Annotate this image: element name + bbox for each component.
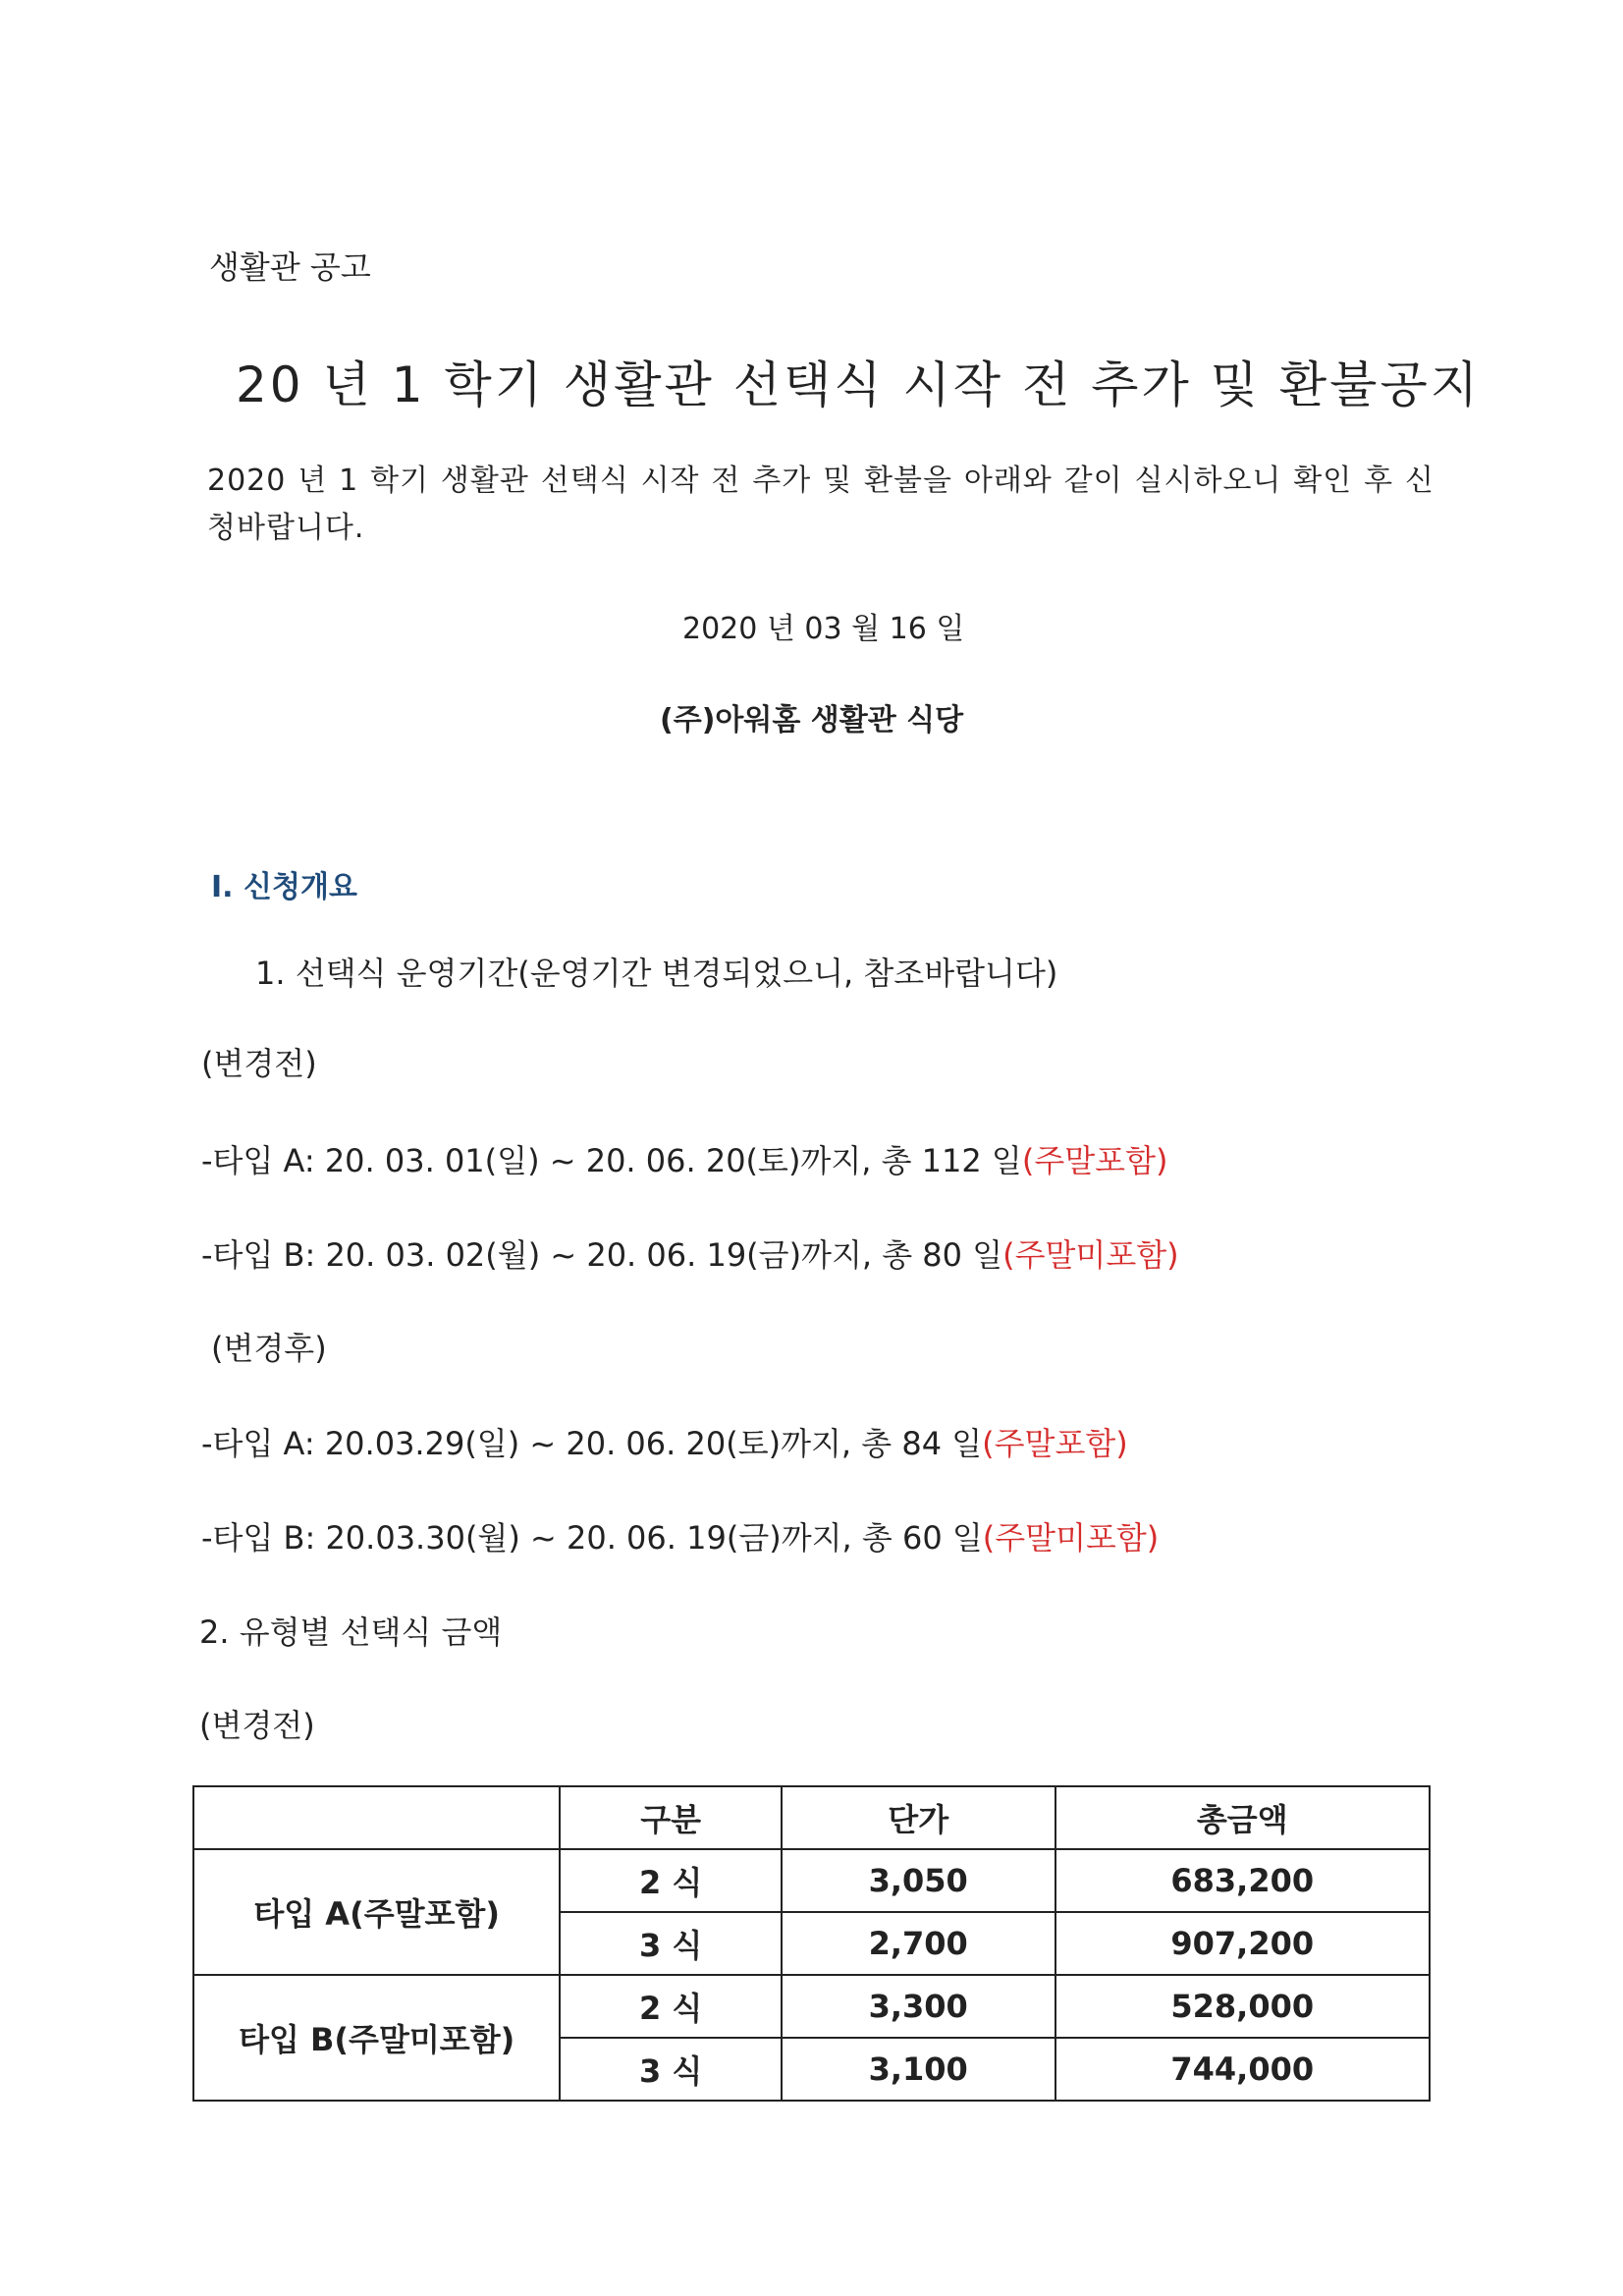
unit-price-cell: 3,100 xyxy=(782,2038,1055,2101)
unit-price-cell: 2,700 xyxy=(782,1912,1055,1975)
period-text: -타입 B: 20. 03. 02(월) ~ 20. 06. 19(금)까지, 총 80 일 xyxy=(201,1236,1003,1274)
period-text: -타입 B: 20.03.30(월) ~ 20. 06. 19(금)까지, 총 60 일 xyxy=(201,1519,983,1557)
unit-price-cell: 3,050 xyxy=(782,1849,1055,1912)
intro-paragraph: 2020 년 1 학기 생활관 선택식 시작 전 추가 및 환불을 아래와 같이 실시하오니 확인 후 신청바랍니다. xyxy=(207,464,1434,545)
after-label: (변경후) xyxy=(211,1330,327,1367)
meals-cell: 2 식 xyxy=(560,1849,782,1912)
item2-before-label: (변경전) xyxy=(199,1707,315,1744)
before-label: (변경전) xyxy=(201,1045,317,1082)
period-text: -타입 A: 20.03.29(일) ~ 20. 06. 20(토)까지, 총 84 일 xyxy=(201,1425,983,1462)
period-note: (주말포함) xyxy=(1021,1142,1168,1179)
item2-heading: 2. 유형별 선택식 금액 xyxy=(199,1613,503,1651)
table-header-cell: 총금액 xyxy=(1055,1786,1431,1849)
page-title: 20 년 1 학기 생활관 선택식 시작 전 추가 및 환불공지 xyxy=(236,356,1482,413)
table-header-cell: 단가 xyxy=(782,1786,1055,1849)
before-line-a xyxy=(201,1136,1167,1181)
notice-date: 2020 년 03 월 16 일 xyxy=(682,612,965,646)
section-heading: Ⅰ. 신청개요 xyxy=(211,870,357,904)
after-line-b xyxy=(201,1513,1159,1558)
period-text: -타입 A: 20. 03. 01(일) ~ 20. 06. 20(토)까지, 총 112 일 xyxy=(201,1142,1022,1179)
meals-cell: 3 식 xyxy=(560,1912,782,1975)
meals-cell: 3 식 xyxy=(560,2038,782,2101)
notice-label: 생활관 공고 xyxy=(209,248,371,286)
period-note: (주말미포함) xyxy=(1002,1236,1179,1274)
table-header-cell: 구분 xyxy=(560,1786,782,1849)
after-line-a xyxy=(201,1419,1128,1464)
issuer-name: (주)아워홈 생활관 식당 xyxy=(660,703,964,738)
period-note: (주말포함) xyxy=(982,1425,1128,1462)
meals-cell: 2 식 xyxy=(560,1975,782,2038)
total-cell: 683,200 xyxy=(1055,1849,1431,1912)
total-cell: 744,000 xyxy=(1055,2038,1431,2101)
table-row xyxy=(193,1975,1430,2038)
total-cell: 907,200 xyxy=(1055,1912,1431,1975)
price-table xyxy=(192,1785,1431,2102)
unit-price-cell: 3,300 xyxy=(782,1975,1055,2038)
table-row xyxy=(193,1849,1430,1912)
type-cell: 타입 B(주말미포함) xyxy=(193,1975,560,2101)
table-header-row xyxy=(193,1786,1430,1849)
type-cell: 타입 A(주말포함) xyxy=(193,1849,560,1975)
table-header-cell xyxy=(193,1786,560,1849)
period-note: (주말미포함) xyxy=(982,1519,1160,1557)
total-cell: 528,000 xyxy=(1055,1975,1431,2038)
item1-heading: 1. 선택식 운영기간(운영기간 변경되었으니, 참조바랍니다) xyxy=(255,955,1058,992)
before-line-b xyxy=(201,1230,1179,1276)
